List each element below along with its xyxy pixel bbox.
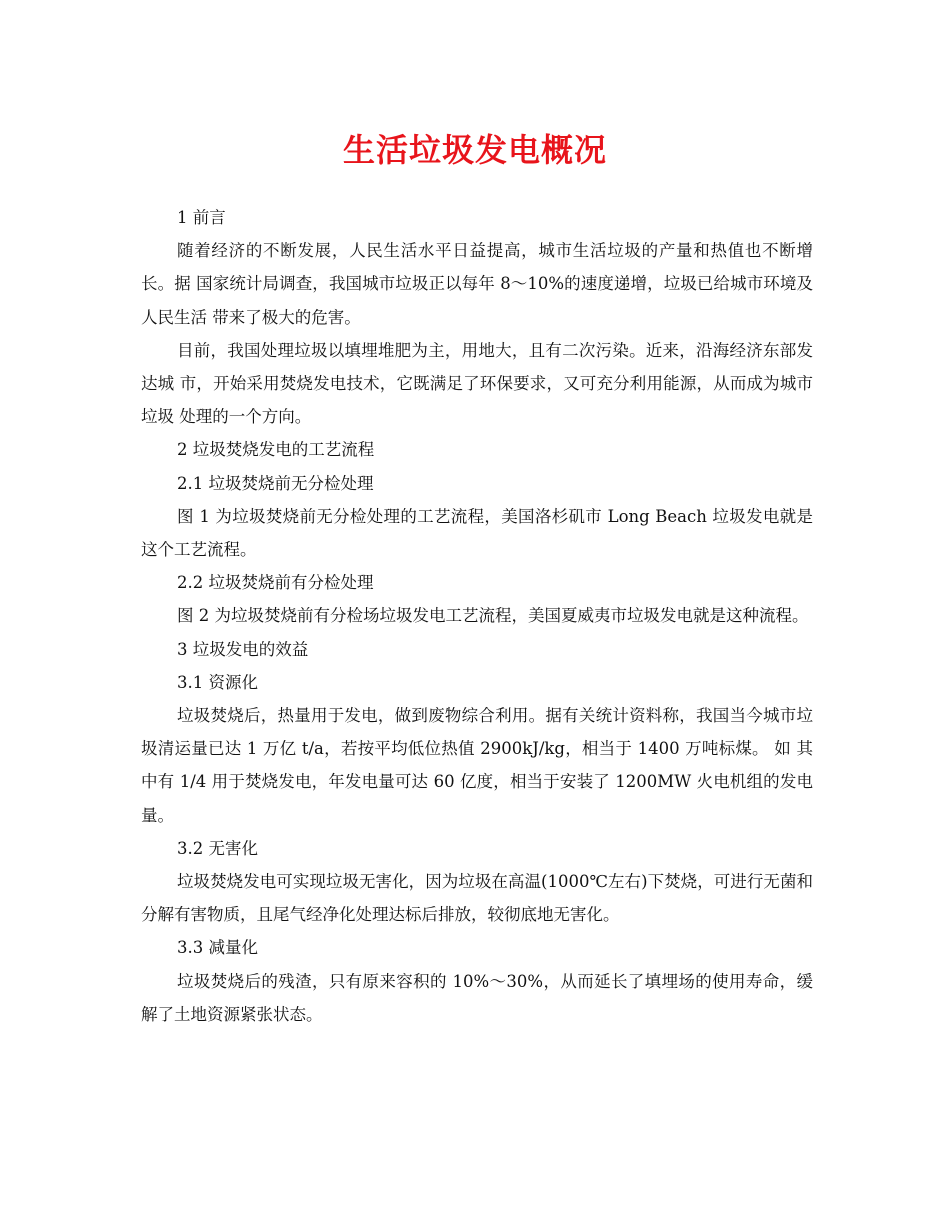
subsection-heading-2-2: 2.2 垃圾焚烧前有分检处理 — [177, 573, 374, 593]
paragraph-3-1: 垃圾焚烧后，热量用于发电，做到废物综合利用。据有关统计资料称，我国当今城市垃圾清运量已达 1 万亿 t/a，若按平均低位热值 2900kJ/kg，相当于 1400 万吨标煤。 如 其中有 1/4 用于焚烧发电，年发电量可达 60 亿度，相当于安装了 1200MW 火电机组的发电量。 — [141, 706, 813, 825]
subsection-heading-3-1: 3.1 资源化 — [177, 672, 258, 692]
document-title: 生活垃圾发电概况 — [342, 131, 607, 169]
paragraph-3-3: 垃圾焚烧后的残渣，只有原来容积的 10%～30%，从而延长了填埋场的使用寿命，缓解了土地资源紧张状态。 — [141, 971, 813, 1024]
paragraph-2-2: 图 2 为垃圾焚烧前有分检场垃圾发电工艺流程，美国夏威夷市垃圾发电就是这种流程。 — [177, 606, 809, 626]
section-heading-1: 1 前言 — [177, 208, 226, 227]
paragraph-1-2: 目前，我国处理垃圾以填埋堆肥为主，用地大，且有二次污染。近来，沿海经济东部发达城 市，开始采用焚烧发电技术，它既满足了环保要求，又可充分利用能源，从而成为城市垃圾 处理的一个方向。 — [141, 340, 813, 427]
subsection-heading-2-1: 2.1 垃圾焚烧前无分检处理 — [177, 473, 374, 493]
document-body — [141, 201, 813, 1031]
section-heading-3: 3 垃圾发电的效益 — [177, 639, 309, 659]
paragraph-1-1: 随着经济的不断发展，人民生活水平日益提高，城市生活垃圾的产量和热值也不断增长。据 国家统计局调查，我国城市垃圾正以每年 8～10%的速度递增，垃圾已给城市环境及人民生活 带来了极大的危害。 — [141, 241, 813, 327]
subsection-heading-3-3: 3.3 减量化 — [177, 938, 258, 958]
paragraph-3-2: 垃圾焚烧发电可实现垃圾无害化，因为垃圾在高温(1000℃左右)下焚烧，可进行无菌和分解有害物质，且尾气经净化处理达标后排放，较彻底地无害化。 — [141, 872, 813, 925]
paragraph-2-1: 图 1 为垃圾焚烧前无分检处理的工艺流程，美国洛杉矶市 Long Beach 垃圾发电就是这个工艺流程。 — [141, 506, 813, 560]
subsection-heading-3-2: 3.2 无害化 — [177, 838, 258, 858]
section-heading-2: 2 垃圾焚烧发电的工艺流程 — [177, 440, 375, 460]
